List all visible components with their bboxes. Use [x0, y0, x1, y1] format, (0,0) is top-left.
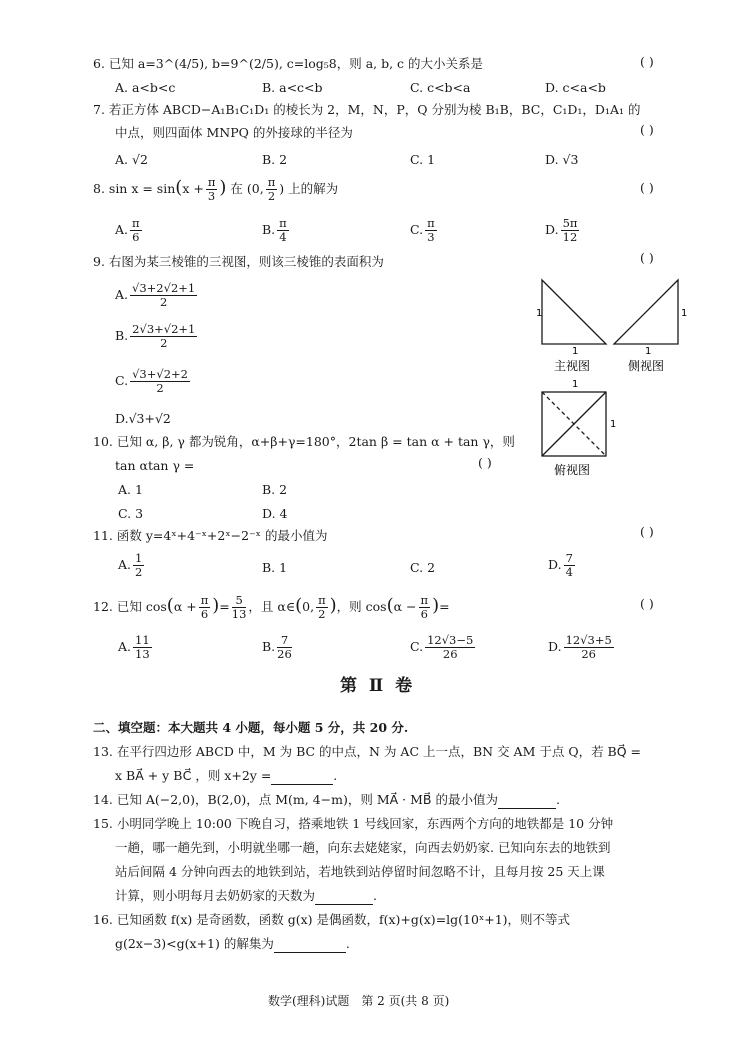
q8-option-a: A. $\frac{\pi}{6}$ — [115, 216, 140, 245]
front-view-label: 主视图 — [554, 359, 591, 373]
q7-option-d: D. √3 — [545, 152, 579, 167]
q13-stem-line2: x BA⃗ + y BC⃗ ，则 x+2y = . — [115, 768, 338, 783]
q14-answer-blank[interactable] — [498, 792, 556, 809]
q6-answer-paren: ( ) — [640, 54, 654, 69]
q9-option-c: C. $\frac{√3+√2+2}{2}$ — [115, 367, 188, 396]
q11-option-c: C. 2 — [410, 560, 436, 575]
fill-section-header: 二、填空题：本大题共 4 小题，每小题 5 分，共 20 分. — [93, 720, 409, 735]
q10-stem-line1: 10. 已知 α, β, γ 都为锐角，α+β+γ=180°，2tan β = tan α + tan γ，则 — [93, 434, 515, 449]
q12-option-d: D. $\frac{12√3+5}{26}$ — [548, 633, 612, 662]
q14-stem: 14. 已知 A(−2,0)，B(2,0)，点 M(m, 4−m)，则 MA⃗ · MB⃗ 的最小值为 . — [93, 792, 560, 807]
top-view — [542, 392, 606, 456]
q13-stem-line1: 13. 在平行四边形 ABCD 中，M 为 BC 的中点，N 为 AC 上一点，BN 交 AM 于点 Q，若 BQ⃗ = — [93, 744, 642, 759]
q7-stem-line2: 中点，则四面体 MNPQ 的外接球的半径为 — [115, 125, 353, 140]
q10-stem-line2: tan αtan γ = — [115, 458, 195, 473]
side-view-right-dim: 1 — [681, 308, 688, 319]
q10-answer-paren: ( ) — [478, 455, 492, 470]
q7-answer-paren: ( ) — [640, 122, 654, 137]
top-view-solid-diagonal — [542, 392, 606, 456]
q15-stem-line2: 一趟，哪一趟先到，小明就坐哪一趟，向东去姥姥家，向西去奶奶家. 已知向东去的地铁到 — [115, 840, 611, 855]
front-view — [542, 280, 606, 344]
q9-option-d: D.√3+√2 — [115, 411, 171, 426]
q12-answer-paren: ( ) — [640, 596, 654, 611]
side-view-label: 侧视图 — [628, 359, 665, 373]
q10-option-b: B. 2 — [262, 482, 288, 497]
q8-option-b: B. $\frac{\pi}{4}$ — [262, 216, 287, 245]
three-view-figure — [530, 270, 705, 480]
q7-stem-line1: 7. 若正方体 ABCD−A₁B₁C₁D₁ 的棱长为 2，M，N，P，Q 分别为棱 B₁B，BC，C₁D₁，D₁A₁ 的 — [93, 102, 641, 117]
q11-option-a: A. $\frac{1}{2}$ — [118, 551, 143, 580]
front-view-bottom-dim: 1 — [572, 346, 579, 357]
q8-stem: 8. sin x = sin(x + $\frac{\pi}{3}$ ) 在 (0, $\frac{\pi}{2}$ ) 上的解为 — [93, 175, 339, 204]
q16-stem-line2: g(2x−3)<g(x+1) 的解集为 . — [115, 936, 350, 951]
section-title: 第 Ⅱ 卷 — [340, 676, 416, 696]
q8-option-c: C. $\frac{\pi}{3}$ — [410, 216, 435, 245]
top-view-right-dim: 1 — [610, 419, 617, 430]
q8-option-d: D. $\frac{5\pi}{12}$ — [545, 216, 578, 245]
q15-stem-line4: 计算，则小明每月去奶奶家的天数为 . — [115, 888, 377, 903]
q16-answer-blank[interactable] — [274, 936, 346, 953]
q12-option-c: C. $\frac{12√3-5}{26}$ — [410, 633, 474, 662]
q6-stem: 6. 已知 a=3^(4/5), b=9^(2/5), c=log₅8，则 a, b, c 的大小关系是 — [93, 56, 484, 71]
q9-stem: 9. 右图为某三棱锥的三视图，则该三棱锥的表面积为 — [93, 254, 384, 269]
q9-option-a: A. $\frac{√3+2√2+1}{2}$ — [115, 281, 196, 310]
q12-option-b: B. $\frac{7}{26}$ — [262, 633, 292, 662]
q11-option-b: B. 1 — [262, 560, 288, 575]
q12-option-a: A. $\frac{11}{13}$ — [118, 633, 150, 662]
q11-stem: 11. 函数 y=4ˣ+4⁻ˣ+2ˣ−2⁻ˣ 的最小值为 — [93, 528, 328, 543]
q6-option-a: A. a<b<c — [115, 80, 176, 95]
side-view-bottom-dim: 1 — [645, 346, 652, 357]
q15-stem-line3: 站后间隔 4 分钟向西去的地铁到站，若地铁到站停留时间忽略不计，且每月按 25 天上课 — [115, 864, 605, 879]
q11-option-d: D. $\frac{7}{4}$ — [548, 551, 573, 580]
q8-answer-paren: ( ) — [640, 180, 654, 195]
q9-option-b: B. $\frac{2√3+√2+1}{2}$ — [115, 322, 196, 351]
side-view-triangle — [614, 280, 678, 344]
side-view — [614, 280, 678, 344]
front-view-triangle — [542, 280, 606, 344]
q6-option-c: C. c<b<a — [410, 80, 471, 95]
q12-stem: 12. 已知 cos(α + $\frac{\pi}{6}$ )= $\frac{5}{13}$ ，且 α∈(0, $\frac{\pi}{2}$ )，则 cos(α − $\frac{\pi}{6}$ )= — [93, 593, 450, 622]
q7-option-b: B. 2 — [262, 152, 288, 167]
q11-answer-paren: ( ) — [640, 524, 654, 539]
top-view-top-dim: 1 — [572, 379, 579, 390]
q6-option-b: B. a<c<b — [262, 80, 323, 95]
q9-answer-paren: ( ) — [640, 250, 654, 265]
top-view-label: 俯视图 — [554, 463, 591, 477]
q13-answer-blank[interactable] — [271, 768, 333, 785]
q15-stem-line1: 15. 小明同学晚上 10:00 下晚自习，搭乘地铁 1 号线回家，东西两个方向的地铁都是 10 分钟 — [93, 816, 614, 831]
q7-option-c: C. 1 — [410, 152, 436, 167]
front-view-left-dim: 1 — [536, 308, 543, 319]
q16-stem-line1: 16. 已知函数 f(x) 是奇函数，函数 g(x) 是偶函数，f(x)+g(x)=lg(10ˣ+1)，则不等式 — [93, 912, 571, 927]
q7-option-a: A. √2 — [115, 152, 148, 167]
q6-option-d: D. c<a<b — [545, 80, 606, 95]
q10-option-a: A. 1 — [118, 482, 143, 497]
q15-answer-blank[interactable] — [315, 888, 373, 905]
q10-option-c: C. 3 — [118, 506, 144, 521]
q10-option-d: D. 4 — [262, 506, 288, 521]
page-footer: 数学(理科)试题 第 2 页(共 8 页) — [268, 994, 450, 1008]
